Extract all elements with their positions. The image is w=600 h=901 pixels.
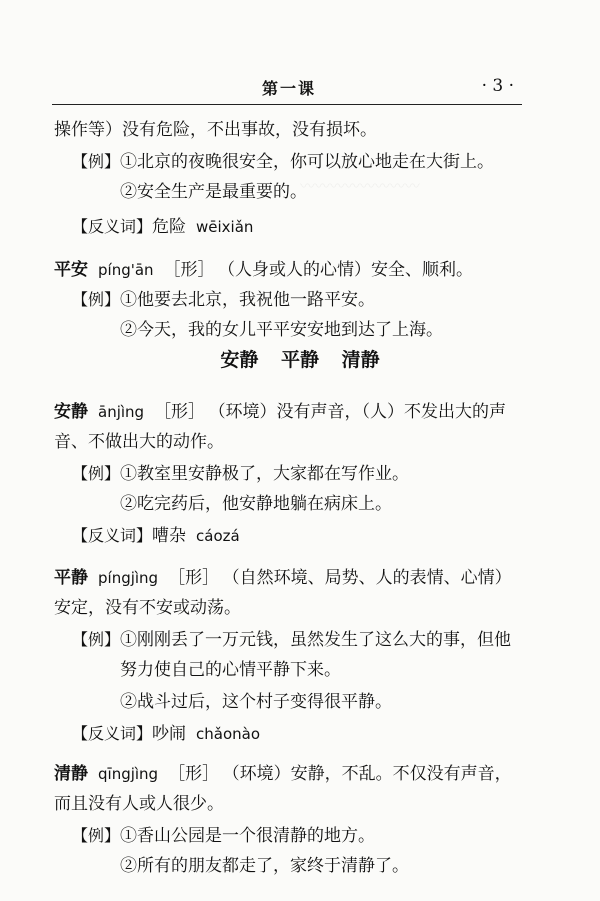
definition: （环境）安静，不乱。不仅没有声音， bbox=[231, 764, 512, 784]
example-line: ②安全生产是最重要的。 bbox=[120, 182, 307, 202]
definition: （环境）没有声音，（人）不发出大的声 bbox=[217, 402, 507, 422]
chapter-title: 第一课 bbox=[262, 79, 317, 98]
headword: 安静 bbox=[54, 402, 88, 422]
page-number: · 3 · bbox=[481, 76, 514, 96]
entry-line bbox=[54, 258, 473, 282]
antonym-pinyin: chǎonào bbox=[196, 725, 261, 743]
example-line bbox=[72, 462, 409, 486]
antonym-label: 【反义词】 bbox=[72, 217, 153, 236]
antonym-label: 【反义词】 bbox=[72, 724, 153, 743]
example-line bbox=[72, 150, 494, 174]
definition: （人身或人的心情）安全、顺利。 bbox=[226, 260, 474, 280]
example-label: 【例】 bbox=[72, 290, 121, 309]
section-word: 安静 bbox=[220, 349, 259, 371]
entry-line bbox=[54, 400, 506, 424]
headword-pinyin: ānjìng bbox=[98, 403, 145, 421]
headword: 清静 bbox=[54, 764, 88, 784]
part-of-speech: ［形］ bbox=[163, 260, 215, 280]
example-text: ①教室里安静极了，大家都在写作业。 bbox=[120, 464, 410, 484]
antonym-word: 危险 bbox=[152, 217, 187, 237]
antonym-word: 吵闹 bbox=[152, 724, 187, 744]
headword-pinyin: píngjìng bbox=[98, 569, 159, 587]
part-of-speech: ［形］ bbox=[168, 764, 220, 784]
headword-pinyin: píng'ān bbox=[98, 261, 154, 279]
antonym-line bbox=[72, 215, 263, 239]
antonym-word: 嘈杂 bbox=[152, 526, 187, 546]
part-of-speech: ［形］ bbox=[168, 568, 220, 588]
example-label: 【例】 bbox=[72, 152, 121, 171]
entry-line bbox=[54, 566, 512, 590]
section-word: 平静 bbox=[280, 349, 319, 371]
headword-pinyin: qīngjìng bbox=[98, 765, 159, 783]
text-line: 操作等）没有危险，不出事故，没有损坏。 bbox=[54, 120, 377, 140]
antonym-line bbox=[72, 524, 250, 548]
bleed-through-text: 〰〰〰〰〰〰〰〰 bbox=[300, 177, 421, 195]
antonym-label: 【反义词】 bbox=[72, 526, 153, 545]
part-of-speech: ［形］ bbox=[154, 402, 206, 422]
text-line: 安定，没有不安或动荡。 bbox=[54, 598, 241, 618]
example-line: ②战斗过后，这个村子变得很平静。 bbox=[120, 692, 392, 712]
example-text: ①他要去北京，我祝他一路平安。 bbox=[120, 290, 376, 310]
example-line: ②吃完药后，他安静地躺在病床上。 bbox=[120, 494, 392, 514]
definition: （自然环境、局势、人的表情、心情） bbox=[231, 568, 512, 588]
section-heading bbox=[0, 345, 600, 372]
headword: 平安 bbox=[54, 260, 88, 280]
example-text: ①刚刚丢了一万元钱，虽然发生了这么大的事，但他 bbox=[120, 630, 512, 650]
antonym-line bbox=[72, 722, 270, 746]
example-line: 努力使自己的心情平静下来。 bbox=[120, 660, 341, 680]
entry-line bbox=[54, 762, 512, 786]
example-label: 【例】 bbox=[72, 826, 121, 845]
page-header bbox=[52, 70, 522, 105]
text-line: 音、不做出大的动作。 bbox=[54, 432, 224, 452]
example-line: ②所有的朋友都走了，家终于清静了。 bbox=[120, 856, 409, 876]
example-line bbox=[72, 628, 511, 652]
antonym-pinyin: cáozá bbox=[196, 527, 240, 545]
example-text: ①香山公园是一个很清静的地方。 bbox=[120, 826, 376, 846]
headword: 平静 bbox=[54, 568, 88, 588]
example-text: ①北京的夜晚很安全，你可以放心地走在大街上。 bbox=[120, 152, 495, 172]
section-word: 清静 bbox=[341, 349, 380, 371]
example-line bbox=[72, 288, 375, 312]
example-line bbox=[72, 824, 375, 848]
example-label: 【例】 bbox=[72, 464, 121, 483]
antonym-pinyin: wēixiǎn bbox=[196, 218, 254, 236]
example-line: ②今天，我的女儿平平安安地到达了上海。 bbox=[120, 320, 443, 340]
example-label: 【例】 bbox=[72, 630, 121, 649]
text-line: 而且没有人或人很少。 bbox=[54, 794, 224, 814]
